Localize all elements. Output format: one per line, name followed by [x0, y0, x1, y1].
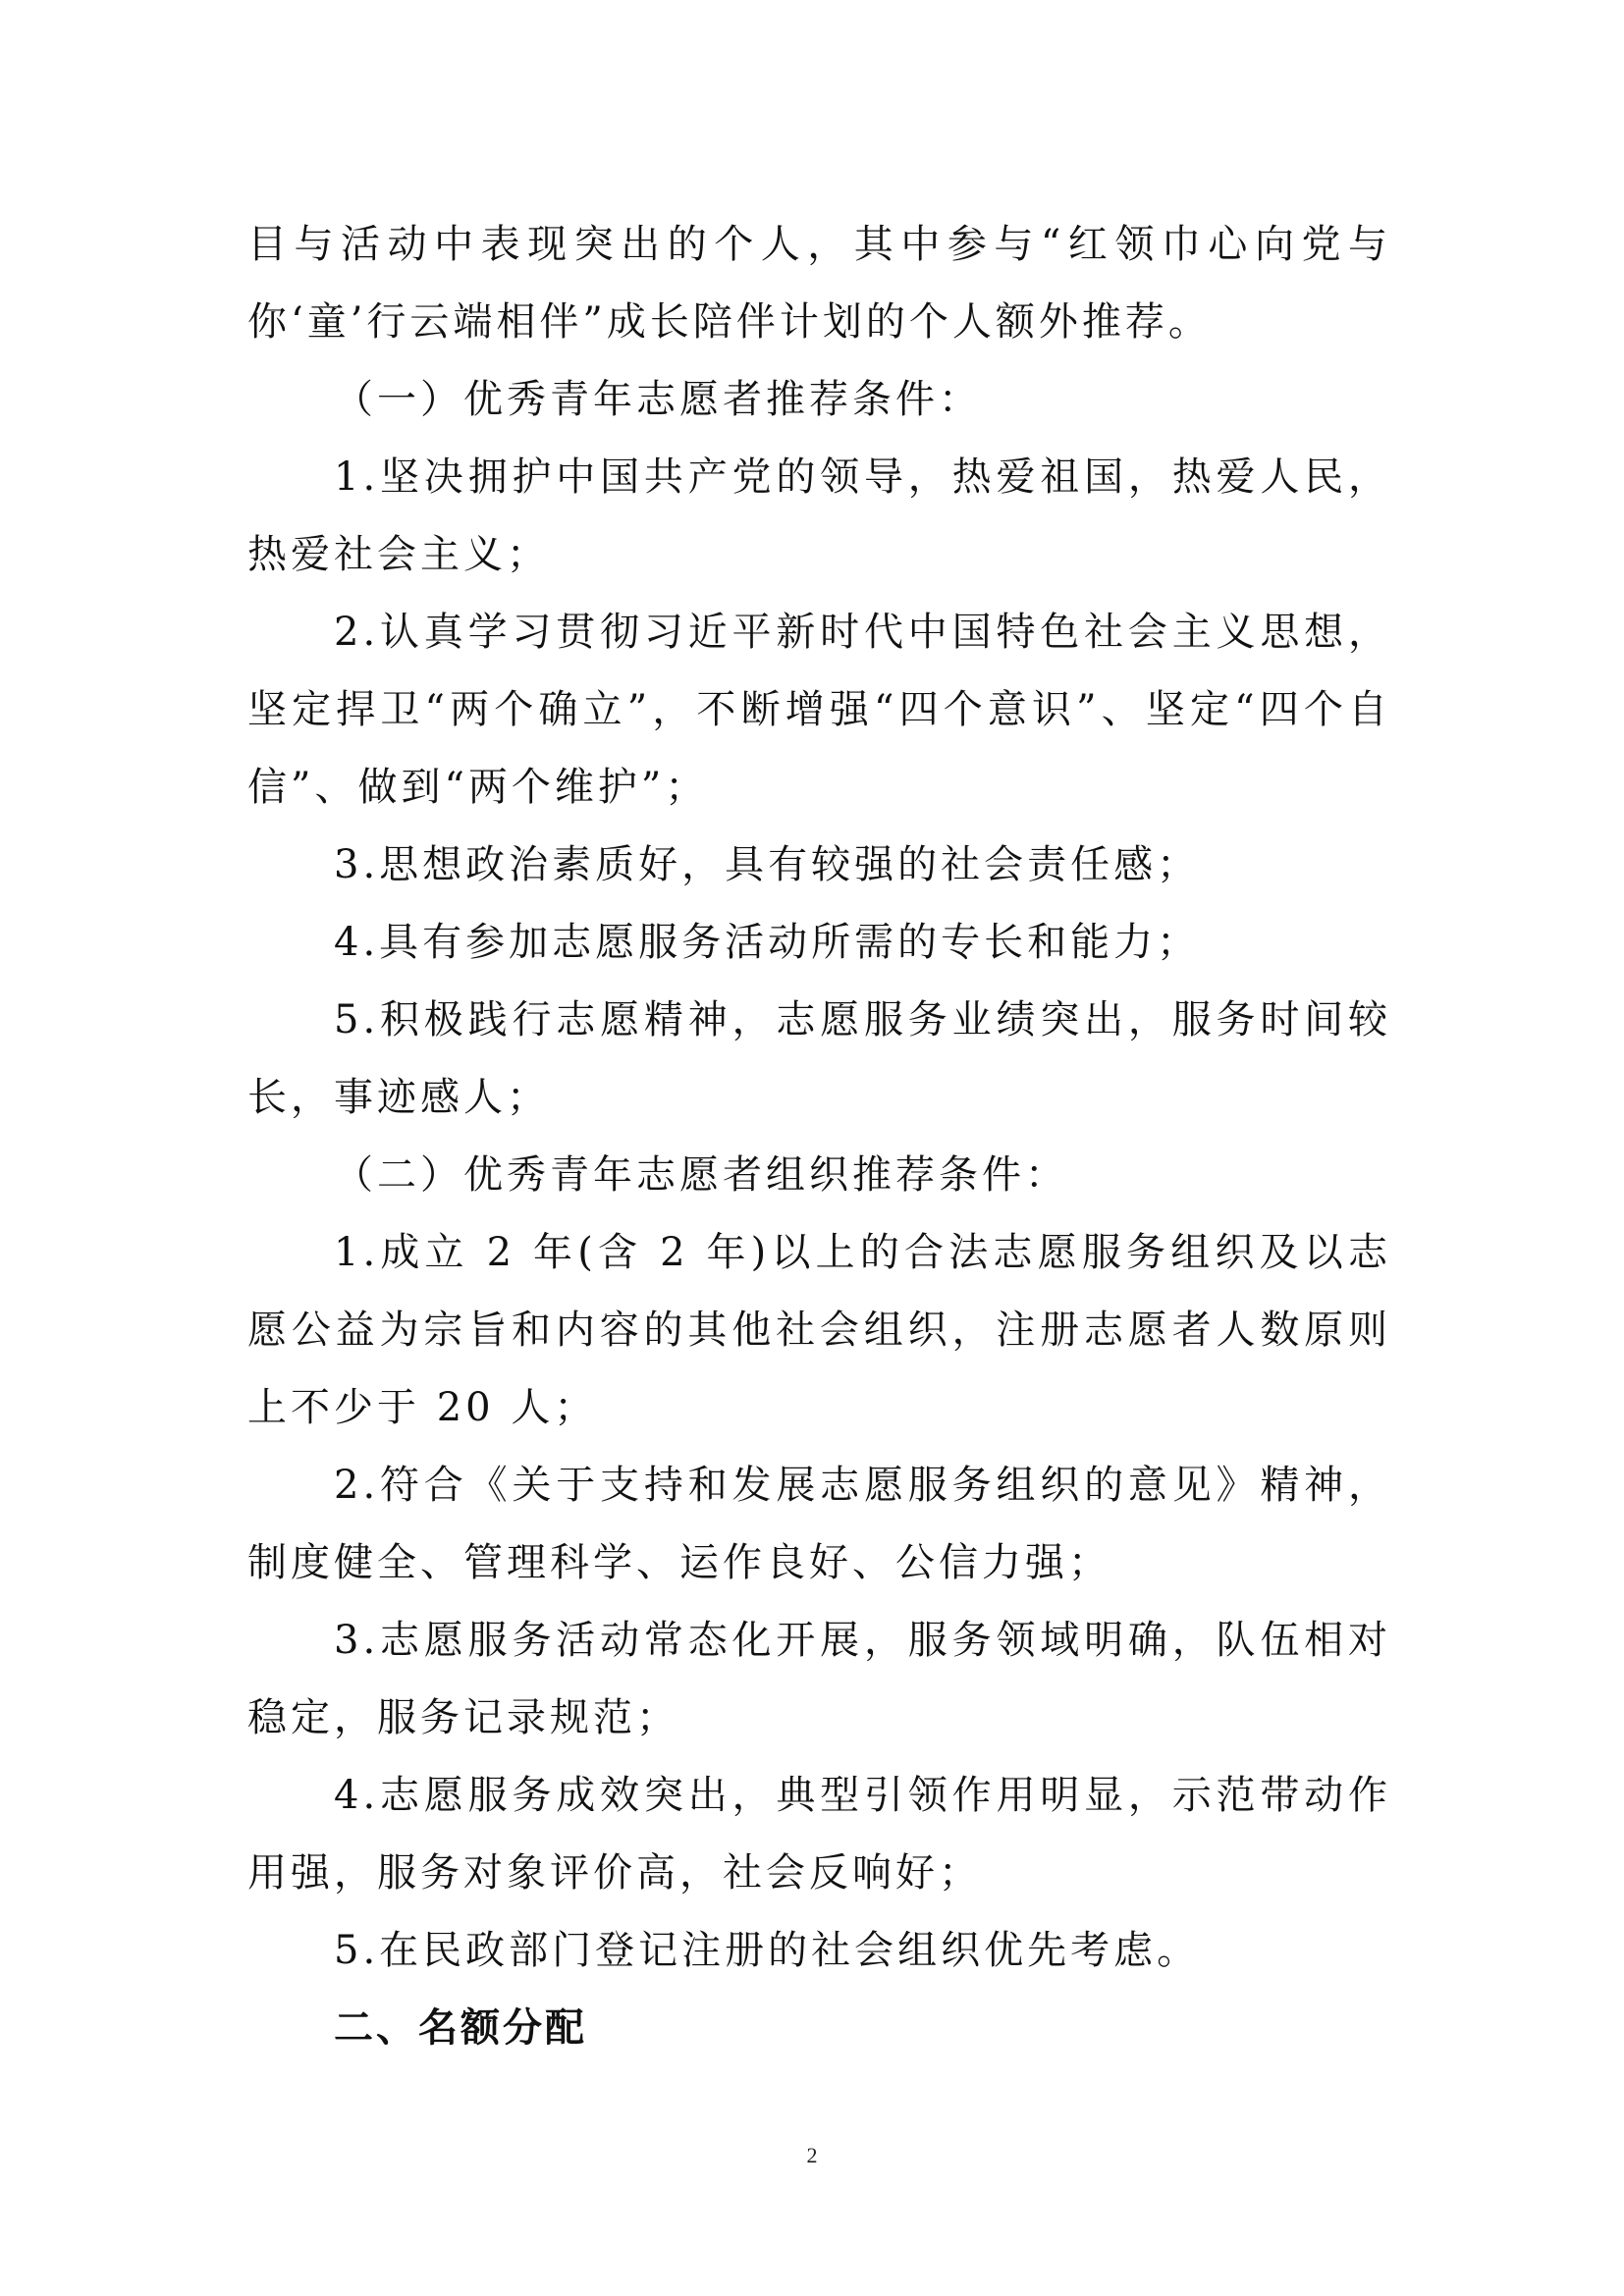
criteria-item: 5.在民政部门登记注册的社会组织优先考虑。 — [334, 1928, 1201, 1973]
criteria-item: 2.认真学习贯彻习近平新时代中国特色社会主义思想，坚定捍卫“两个确立”，不断增强“四个意识”、坚定“四个自信”、做到“两个维护”； — [247, 610, 1391, 810]
criteria-item: 5.积极践行志愿精神，志愿服务业绩突出，服务时间较长，事迹感人； — [247, 997, 1391, 1120]
subsection-heading-organization-criteria: （二）优秀青年志愿者组织推荐条件： — [334, 1152, 1068, 1198]
subsection-heading-volunteer-criteria: （一）优秀青年志愿者推荐条件： — [334, 377, 982, 422]
criteria-item: 3.志愿服务活动常态化开展，服务领域明确，队伍相对稳定，服务记录规范； — [247, 1618, 1391, 1740]
criteria-item: 2.符合《关于支持和发展志愿服务组织的意见》精神，制度健全、管理科学、运作良好、公信力强； — [247, 1463, 1391, 1585]
criteria-item: 4.志愿服务成效突出，典型引领作用明显，示范带动作用强，服务对象评价高，社会反响好； — [247, 1773, 1391, 1896]
page-number: 2 — [806, 2143, 818, 2167]
document-body — [247, 206, 1391, 2067]
criteria-item: 3.思想政治素质好，具有较强的社会责任感； — [334, 842, 1201, 887]
criteria-item: 1.坚决拥护中国共产党的领导，热爱祖国，热爱人民，热爱社会主义； — [247, 454, 1391, 577]
paragraph-continuation: 目与活动中表现突出的个人，其中参与“红领巾心向党与你‘童’行云端相伴”成长陪伴计划的个人额外推荐。 — [247, 222, 1391, 345]
section-heading: 二、名额分配 — [334, 2005, 587, 2051]
criteria-item: 4.具有参加志愿服务活动所需的专长和能力； — [334, 920, 1201, 965]
criteria-item: 1.成立 2 年(含 2 年)以上的合法志愿服务组织及以志愿公益为宗旨和内容的其他社会组织，注册志愿者人数原则上不少于 20 人； — [247, 1230, 1391, 1430]
